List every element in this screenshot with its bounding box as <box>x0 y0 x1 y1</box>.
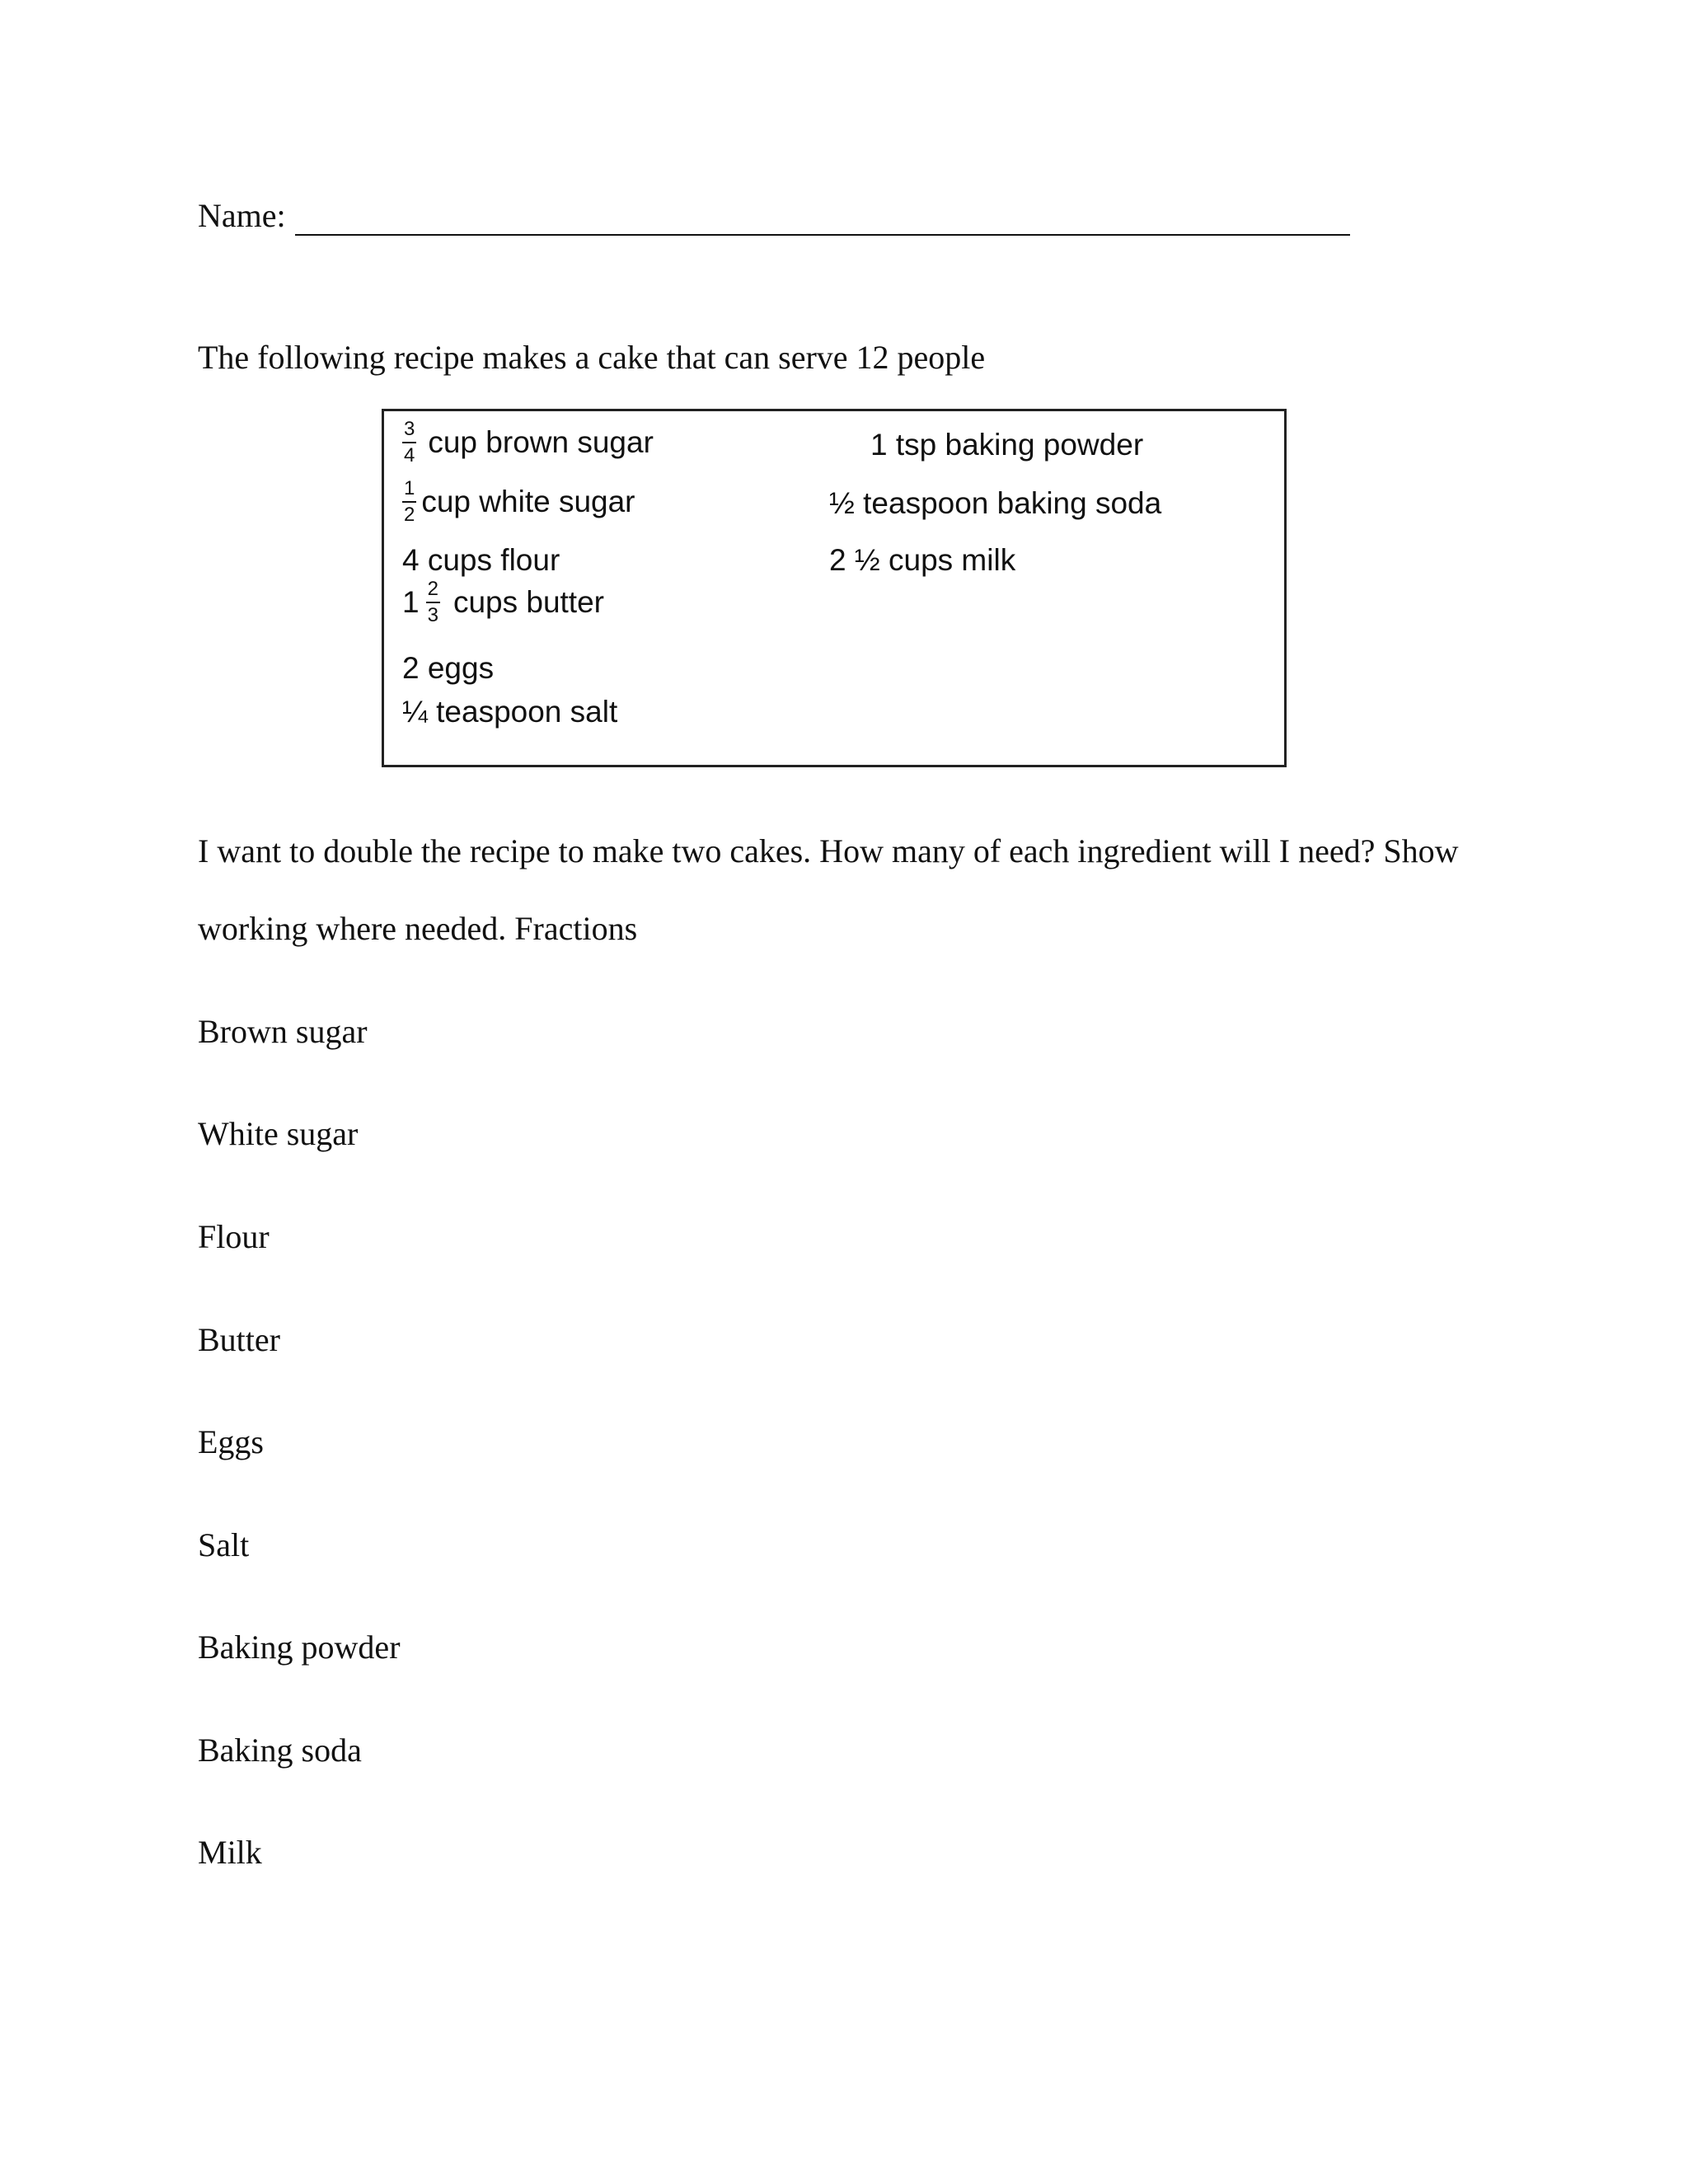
name-blank-line[interactable] <box>295 234 1350 236</box>
name-label: Name: <box>198 197 286 234</box>
answer-label-flour: Flour <box>198 1218 270 1255</box>
recipe-item-white-sugar: $\frac{1}{2}$ cup white sugar <box>404 477 635 526</box>
recipe-item-baking-soda: ½ teaspoon baking soda <box>829 486 1162 520</box>
answer-label-eggs: Eggs <box>198 1423 264 1460</box>
answer-label-baking-powder: Baking powder <box>198 1629 401 1666</box>
recipe-item-brown-sugar: $\frac{3}{4}$ cup brown sugar <box>404 418 654 466</box>
fraction: $\frac{3}{4}$ <box>404 418 415 466</box>
fraction: $\frac{2}{3}$ <box>427 578 438 626</box>
question-text-line-2: working where needed. Fractions <box>198 910 638 947</box>
answer-label-milk: Milk <box>198 1834 262 1871</box>
question-text-line-1: I want to double the recipe to make two cakes. How many of each ingredient will I need? Show <box>198 832 1459 869</box>
recipe-box <box>382 409 1287 767</box>
recipe-item-salt: ¼ teaspoon salt <box>402 695 618 729</box>
answer-label-baking-soda: Baking soda <box>198 1732 362 1769</box>
answer-label-brown-sugar: Brown sugar <box>198 1013 368 1050</box>
recipe-item-milk: 2 ½ cups milk <box>829 543 1016 577</box>
intro-text: The following recipe makes a cake that can serve 12 people <box>198 339 986 376</box>
answer-label-butter: Butter <box>198 1321 280 1358</box>
recipe-item-flour: 4 cups flour <box>402 543 560 577</box>
recipe-item-eggs: 2 eggs <box>402 651 495 685</box>
answer-label-white-sugar: White sugar <box>198 1115 359 1152</box>
recipe-item-butter: 1 $\frac{2}{3}$ cups butter <box>402 578 604 626</box>
answer-label-salt: Salt <box>198 1526 250 1563</box>
fraction: $\frac{1}{2}$ <box>404 477 415 526</box>
recipe-item-baking-powder: 1 tsp baking powder <box>870 428 1144 462</box>
